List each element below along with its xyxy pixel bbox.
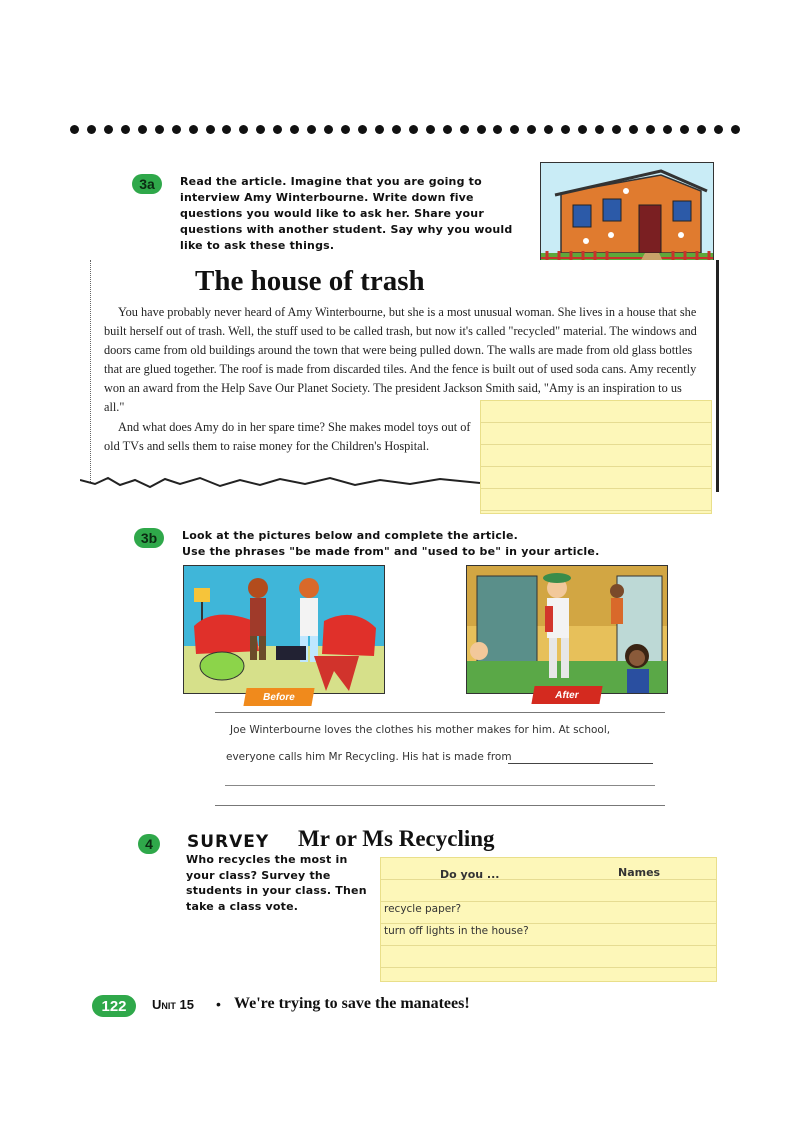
rule-dot <box>510 125 519 134</box>
before-picture <box>183 565 385 694</box>
article-body-2 <box>104 418 474 456</box>
rule-dot <box>256 125 265 134</box>
section-3b-instruction-2: Use the phrases "be made from" and "used to be" in your article. <box>182 545 600 558</box>
before-label: Before <box>243 688 314 706</box>
rule-dot <box>392 125 401 134</box>
rule-dot <box>172 125 181 134</box>
footer-unit: Unit 15 <box>152 997 194 1012</box>
rule-dot <box>663 125 672 134</box>
rule-dot <box>358 125 367 134</box>
torn-edge <box>80 470 480 500</box>
rule-dot <box>595 125 604 134</box>
page-number: 122 <box>92 995 136 1017</box>
question-notes-area[interactable] <box>480 400 712 514</box>
survey-label: SURVEY <box>187 832 270 852</box>
section-4-badge: 4 <box>138 834 160 854</box>
footer-subtitle: We're trying to save the manatees! <box>234 995 470 1012</box>
survey-col-do-you: Do you ... <box>440 868 500 881</box>
rule-dot <box>341 125 350 134</box>
rule-dot <box>324 125 333 134</box>
rule-dot <box>578 125 587 134</box>
rule-dot <box>70 125 79 134</box>
handwritten-line-1: Joe Winterbourne loves the clothes his mother makes for him. At school, <box>230 724 611 736</box>
survey-row: turn off lights in the house? <box>384 925 529 937</box>
survey-row: recycle paper? <box>384 903 462 915</box>
after-picture <box>466 565 668 694</box>
rule-dot <box>697 125 706 134</box>
rule-dot <box>561 125 570 134</box>
rule-dot <box>138 125 147 134</box>
dotted-rule <box>70 118 740 140</box>
survey-instructions: Who recycles the most in your class? Survey the students in your class. Then take a class vote. <box>186 853 367 913</box>
handwritten-line-2: everyone calls him Mr Recycling. His hat is made from <box>226 751 512 763</box>
section-3a-badge: 3a <box>132 174 162 194</box>
rule-dot <box>544 125 553 134</box>
footer-separator: • <box>216 996 221 1012</box>
rule-dot <box>121 125 130 134</box>
rule-dot <box>443 125 452 134</box>
article-paragraph-2: And what does Amy do in her spare time? She makes model toys out of old TVs and sells them to raise money for the Children's Hospital. <box>104 420 471 453</box>
rule-dot <box>104 125 113 134</box>
rule-dot <box>155 125 164 134</box>
survey-table[interactable] <box>380 857 717 982</box>
rule-dot <box>426 125 435 134</box>
rule-dot <box>680 125 689 134</box>
rule-dot <box>460 125 469 134</box>
section-3b-badge: 3b <box>134 528 164 548</box>
section-3b-instruction-1: Look at the pictures below and complete the article. <box>182 529 519 542</box>
survey-title: Mr or Ms Recycling <box>298 826 495 851</box>
survey-col-names: Names <box>618 866 661 879</box>
rule-dot <box>189 125 198 134</box>
article-paragraph-1: You have probably never heard of Amy Winterbourne, but she is a most unusual woman. She lives in a house that she built herself out of trash. Well, the stuff used to be called trash, but now it's called "recycled" material. The windows and doors came from old buildings around the town that were being pulled down. The walls are made from old glass bottles that are glued together. The roof is made from discarded tiles. And the fence is built out of used soda cans. Amy recently won an award from the Help Save Our Planet Society. The president Jackson Smith said, "Amy is an inspiration to us all." <box>104 305 697 414</box>
article-title: The house of trash <box>195 265 425 297</box>
rule-dot <box>206 125 215 134</box>
answer-line-2[interactable] <box>225 785 655 786</box>
rule-dot <box>612 125 621 134</box>
rule-dot <box>477 125 486 134</box>
rule-dot <box>87 125 96 134</box>
rule-dot <box>493 125 502 134</box>
rule-dot <box>527 125 536 134</box>
rule-dot <box>273 125 282 134</box>
rule-dot <box>239 125 248 134</box>
answer-blank-1[interactable] <box>508 763 653 764</box>
rule-dot <box>629 125 638 134</box>
rule-dot <box>375 125 384 134</box>
rule-dot <box>222 125 231 134</box>
rule-dot <box>307 125 316 134</box>
rule-dot <box>290 125 299 134</box>
rule-dot <box>646 125 655 134</box>
rule-dot <box>409 125 418 134</box>
rule-dot <box>714 125 723 134</box>
section-3a-instructions: Read the article. Imagine that you are going to interview Amy Winterbourne. Write down five questions you would like to ask her. Share your questions with another student. Say why you would like to ask these things. <box>180 175 513 252</box>
rule-dot <box>731 125 740 134</box>
after-label: After <box>531 686 602 704</box>
